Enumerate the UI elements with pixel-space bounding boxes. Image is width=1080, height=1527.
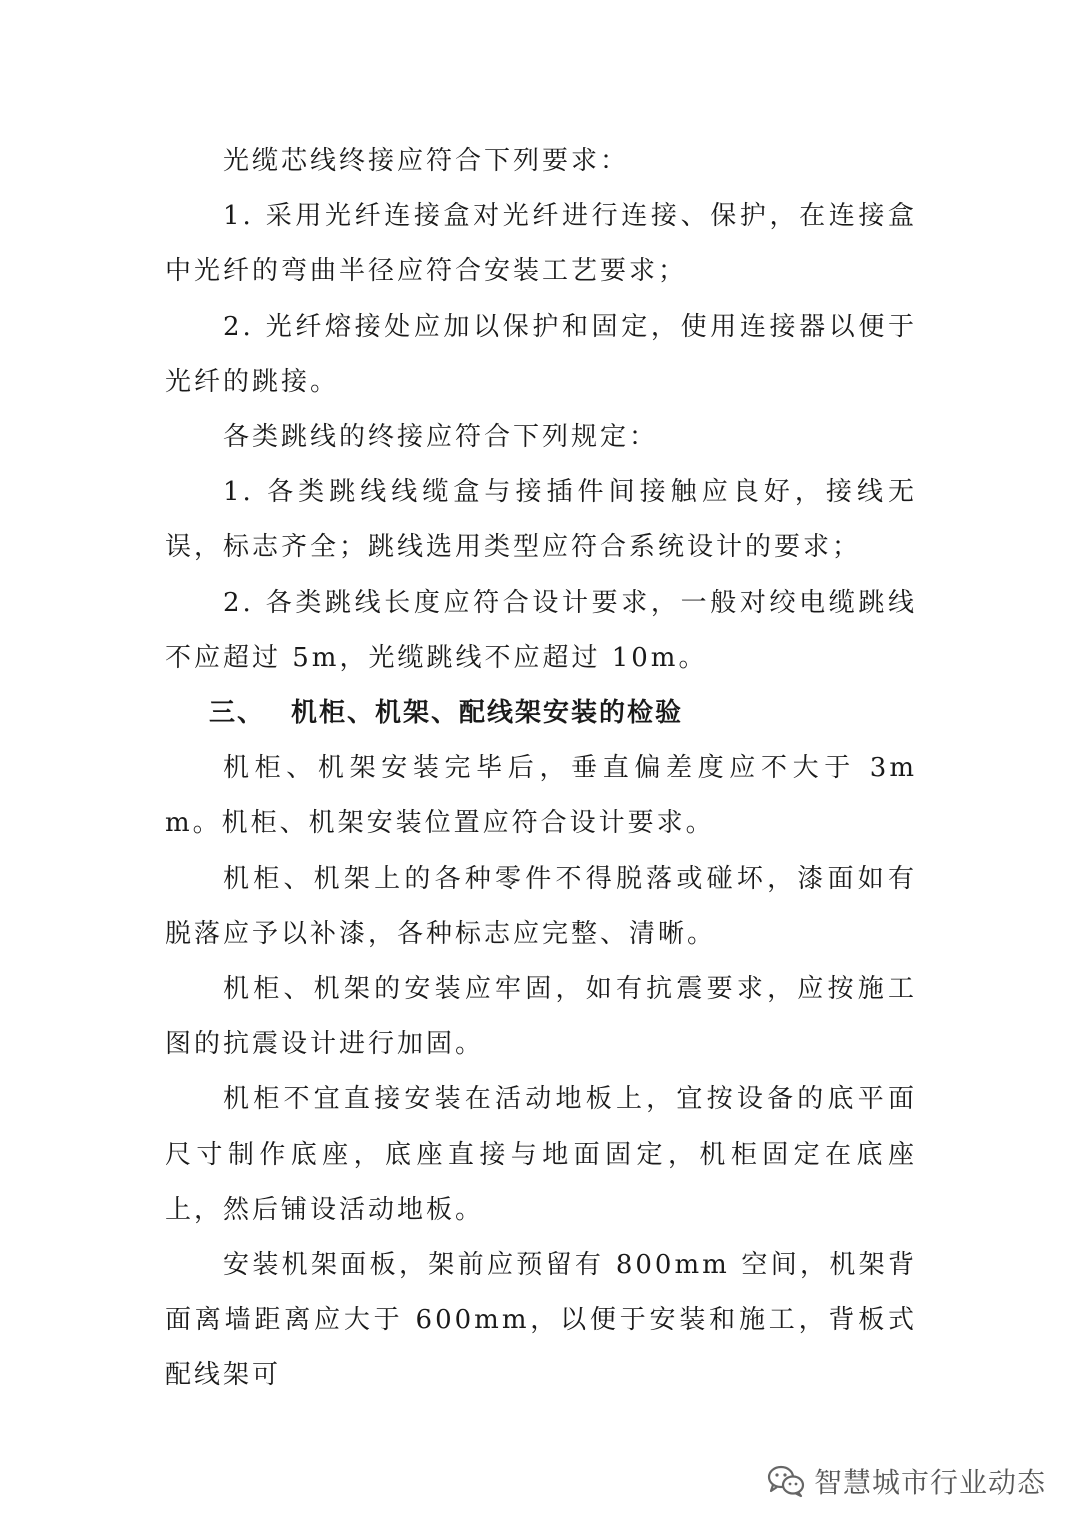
wechat-watermark [766,1461,1046,1501]
wechat-icon [766,1464,806,1498]
paragraph-fiber-termination-intro: 光缆芯线终接应符合下列要求： [223,146,630,176]
paragraph-cabinet-parts: 机柜、机架上的各种零件不得脱落或碰坏，漆面如有脱落应予以补漆，各种标志应完整、清晰。 [165,863,917,949]
watermark-text: 智慧城市行业动态 [813,1466,1046,1499]
section-title: 机柜、机架、配线架安装的检验 [291,698,684,729]
paragraph-fiber-item-1: 1. 采用光纤连接盒对光纤进行连接、保护，在连接盒中光纤的弯曲半径应符合安装工艺要求； [165,201,917,287]
paragraph-patch-cord-item-1: 1. 各类跳线线缆盒与接插件间接触应良好，接线无误，标志齐全；跳线选用类型应符合系统设计的要求； [165,477,917,563]
paragraph-cabinet-verticality: 机柜、机架安装完毕后，垂直偏差度应不大于 3mm。机柜、机架安装位置应符合设计要求。 [165,753,917,839]
section-heading-cabinet-inspection [165,686,917,741]
paragraph-rack-panel-clearance: 安装机架面板，架前应预留有 800mm 空间，机架背面离墙距离应大于 600mm，以便于安装和施工，背板式配线架可 [165,1250,917,1391]
paragraph-patch-cord-intro: 各类跳线的终接应符合下列规定： [223,422,659,453]
paragraph-fiber-item-2: 2. 光纤熔接处应加以保护和固定，使用连接器以便于光纤的跳接。 [165,311,917,397]
section-number: 三、 [209,698,266,729]
document-body [165,134,917,1404]
paragraph-cabinet-seismic: 机柜、机架的安装应牢固，如有抗震要求，应按施工图的抗震设计进行加固。 [165,974,917,1060]
paragraph-patch-cord-item-2: 2. 各类跳线长度应符合设计要求，一般对绞电缆跳线不应超过 5m，光缆跳线不应超过 10m。 [165,587,917,673]
paragraph-cabinet-base: 机柜不宜直接安装在活动地板上，宜按设备的底平面尺寸制作底座，底座直接与地面固定，机柜固定在底座上，然后铺设活动地板。 [165,1084,917,1225]
